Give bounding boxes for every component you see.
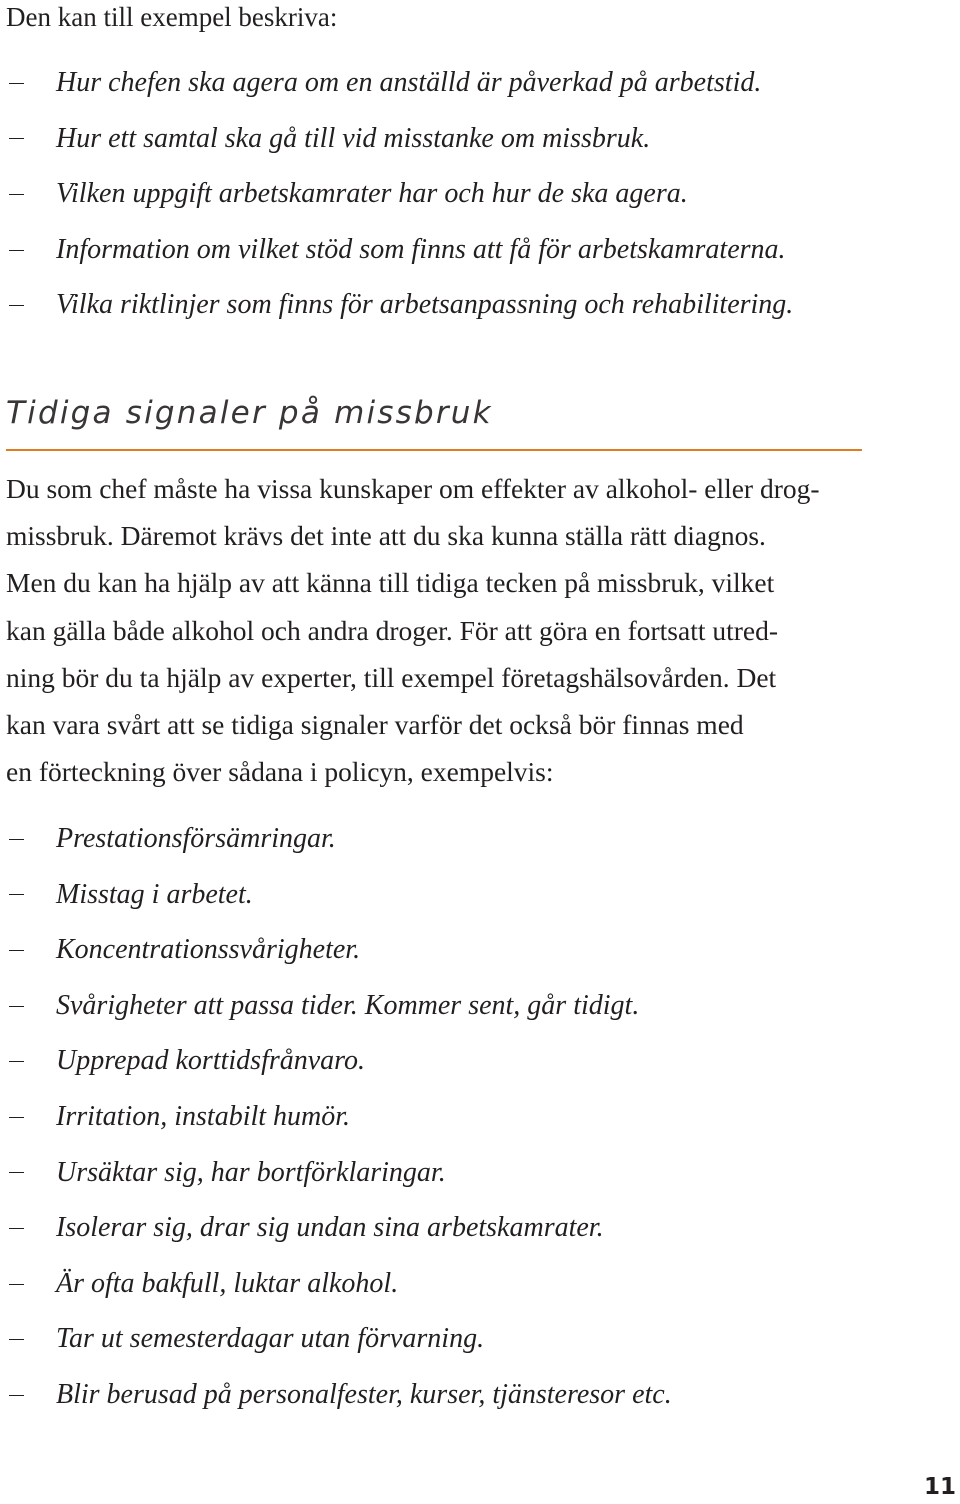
- intro-line: Den kan till exempel beskriva:: [6, 2, 338, 32]
- paragraph-line: missbruk. Däremot krävs det inte att du ska kunna ställa rätt diagnos.: [6, 520, 766, 552]
- paragraph-line: kan vara svårt att se tidiga signaler varför det också bör finnas med: [6, 708, 744, 740]
- dash-bullet-icon: [9, 1228, 24, 1229]
- paragraph-line: Du som chef måste ha vissa kunskaper om effekter av alkohol- eller drog-: [6, 473, 820, 504]
- dash-bullet-icon: [9, 1284, 24, 1285]
- dash-bullet-icon: [9, 1117, 24, 1118]
- page-number: 11: [923, 1474, 956, 1500]
- section-heading: Tidiga signaler på missbruk: [6, 395, 493, 431]
- heading-rule: [6, 449, 862, 451]
- dash-bullet-icon: [9, 305, 24, 306]
- dash-bullet-icon: [9, 1339, 24, 1340]
- dash-bullet-icon: [9, 839, 24, 840]
- dash-bullet-icon: [9, 894, 24, 895]
- paragraph-line: kan gälla både alkohol och andra droger. För att göra en fortsatt utred-: [6, 614, 779, 646]
- dash-bullet-icon: [9, 1395, 24, 1396]
- body-paragraph: [6, 465, 866, 795]
- dash-bullet-icon: [9, 83, 24, 84]
- paragraph-line: Men du kan ha hjälp av att känna till tidiga tecken på missbruk, vilket: [6, 567, 775, 599]
- dash-bullet-icon: [9, 950, 24, 951]
- dash-bullet-icon: [9, 194, 24, 195]
- dash-bullet-icon: [9, 138, 24, 139]
- dash-bullet-icon: [9, 1006, 24, 1007]
- dash-bullet-icon: [9, 1061, 24, 1062]
- dash-bullet-icon: [9, 250, 24, 251]
- paragraph-line: ning bör du ta hjälp av experter, till exempel företagshälsovården. Det: [6, 661, 777, 693]
- paragraph-line: en förteckning över sådana i policyn, exempelvis:: [6, 756, 554, 788]
- dash-bullet-icon: [9, 1172, 24, 1173]
